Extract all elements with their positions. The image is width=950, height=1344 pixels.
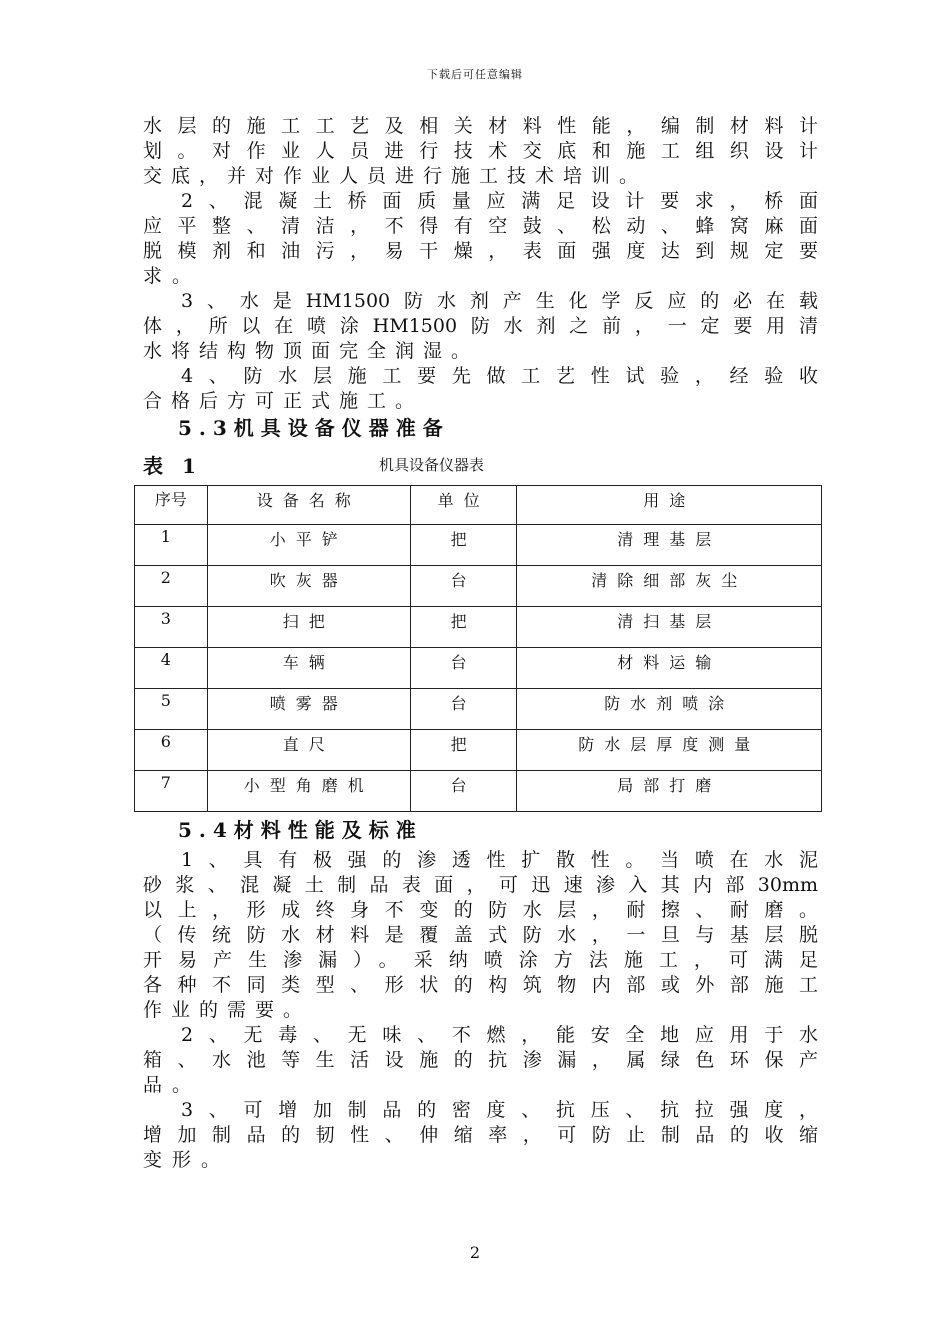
- cell-purpose: 清理基层: [517, 525, 822, 566]
- cell-index: 3: [135, 607, 208, 648]
- text-line: 品。: [143, 1074, 202, 1096]
- text-line: 开易产生渗漏）。采纳喷涂方法施工，可满足: [143, 949, 818, 971]
- cell-name: 吹灰器: [207, 566, 410, 607]
- cell-index: 2: [135, 566, 208, 607]
- cell-name: 小平铲: [207, 525, 410, 566]
- table-row: [135, 730, 822, 771]
- text-line: 3、水是HM1500防水剂产生化学反应的必在载: [181, 290, 818, 312]
- equipment-table: [134, 485, 822, 812]
- table-row: [135, 771, 822, 812]
- text-line: 变形。: [143, 1149, 231, 1171]
- text-line: 砂浆、混凝土制品表面，可迅速渗入其内部30mm: [143, 874, 818, 896]
- cell-index: 1: [135, 525, 208, 566]
- cell-unit: 把: [410, 525, 517, 566]
- cell-unit: 把: [410, 607, 517, 648]
- cell-unit: 台: [410, 771, 517, 812]
- table-row: [135, 607, 822, 648]
- text-line: 求。: [143, 265, 202, 287]
- cell-purpose: 防水层厚度测量: [517, 730, 822, 771]
- paragraph-block-1: [143, 114, 818, 414]
- header-cell-unit: 单位: [410, 486, 517, 525]
- cell-index: 6: [135, 730, 208, 771]
- cell-purpose: 清扫基层: [517, 607, 822, 648]
- cell-purpose: 局部打磨: [517, 771, 822, 812]
- header-cell-name: 设备名称: [207, 486, 410, 525]
- cell-purpose: 清除细部灰尘: [517, 566, 822, 607]
- cell-name: 车辆: [207, 648, 410, 689]
- section-heading-5-3: 5.3机具设备仪器准备: [178, 416, 450, 440]
- text-line: 1、具有极强的渗透性扩散性。当喷在水泥: [181, 849, 818, 871]
- text-line: 水层的施工工艺及相关材料性能，编制材料计: [143, 115, 818, 137]
- text-line: 增加制品的韧性、伸缩率，可防止制品的收缩: [143, 1124, 818, 1146]
- table-row: [135, 689, 822, 730]
- cell-name: 直尺: [207, 730, 410, 771]
- cell-unit: 把: [410, 730, 517, 771]
- cell-purpose: 材料运输: [517, 648, 822, 689]
- text-line: 划。对作业人员进行技术交底和施工组织设计: [143, 140, 818, 162]
- table-row: [135, 525, 822, 566]
- text-line: （传统防水材料是覆盖式防水，一旦与基层脱: [143, 924, 818, 946]
- cell-index: 7: [135, 771, 208, 812]
- text-line: 4、防水层施工要先做工艺性试验，经验收: [181, 365, 818, 387]
- table-row: [135, 648, 822, 689]
- cell-index: 4: [135, 648, 208, 689]
- cell-unit: 台: [410, 689, 517, 730]
- table-header-row: [135, 486, 822, 525]
- text-line: 作业的需要。: [143, 999, 312, 1021]
- section-heading-5-4: 5.4材料性能及标准: [178, 818, 423, 842]
- paragraph-block-2: [143, 848, 818, 1173]
- text-line: 3、可增加制品的密度、抗压、抗拉强度，: [181, 1099, 818, 1121]
- cell-unit: 台: [410, 566, 517, 607]
- cell-unit: 台: [410, 648, 517, 689]
- text-line: 2、混凝土桥面质量应满足设计要求，桥面: [181, 190, 818, 212]
- text-line: 箱、水池等生活设施的抗渗漏，属绿色环保产: [143, 1049, 818, 1071]
- text-line: 应平整、清洁，不得有空鼓、松动、蜂窝麻面: [143, 215, 818, 237]
- cell-name: 扫把: [207, 607, 410, 648]
- text-line: 体，所以在喷涂HM1500防水剂之前，一定要用清: [143, 315, 818, 337]
- page-header: 下载后可任意编辑: [427, 68, 523, 81]
- table-caption: 机具设备仪器表: [379, 456, 485, 474]
- text-line: 交底，并对作业人员进行施工技术培训。: [143, 165, 648, 187]
- page-number: 2: [469, 1243, 481, 1262]
- text-line: 以上，形成终身不变的防水层，耐擦、耐磨。: [143, 899, 818, 921]
- text-line: 脱模剂和油污，易干燥，表面强度达到规定要: [143, 240, 818, 262]
- table-label: 表 1: [143, 454, 202, 478]
- text-line: 2、无毒、无味、不燃，能安全地应用于水: [181, 1024, 818, 1046]
- header-cell-index: 序号: [135, 486, 208, 525]
- header-cell-purpose: 用途: [517, 486, 822, 525]
- text-line: 水将结构物顶面完全润湿。: [143, 340, 480, 362]
- cell-purpose: 防水剂喷涂: [517, 689, 822, 730]
- cell-name: 喷雾器: [207, 689, 410, 730]
- table-row: [135, 566, 822, 607]
- cell-name: 小型角磨机: [207, 771, 410, 812]
- text-line: 合格后方可正式施工。: [143, 390, 424, 412]
- text-line: 各种不同类型、形状的构筑物内部或外部施工: [143, 974, 818, 996]
- cell-index: 5: [135, 689, 208, 730]
- table-title-row: [143, 450, 823, 478]
